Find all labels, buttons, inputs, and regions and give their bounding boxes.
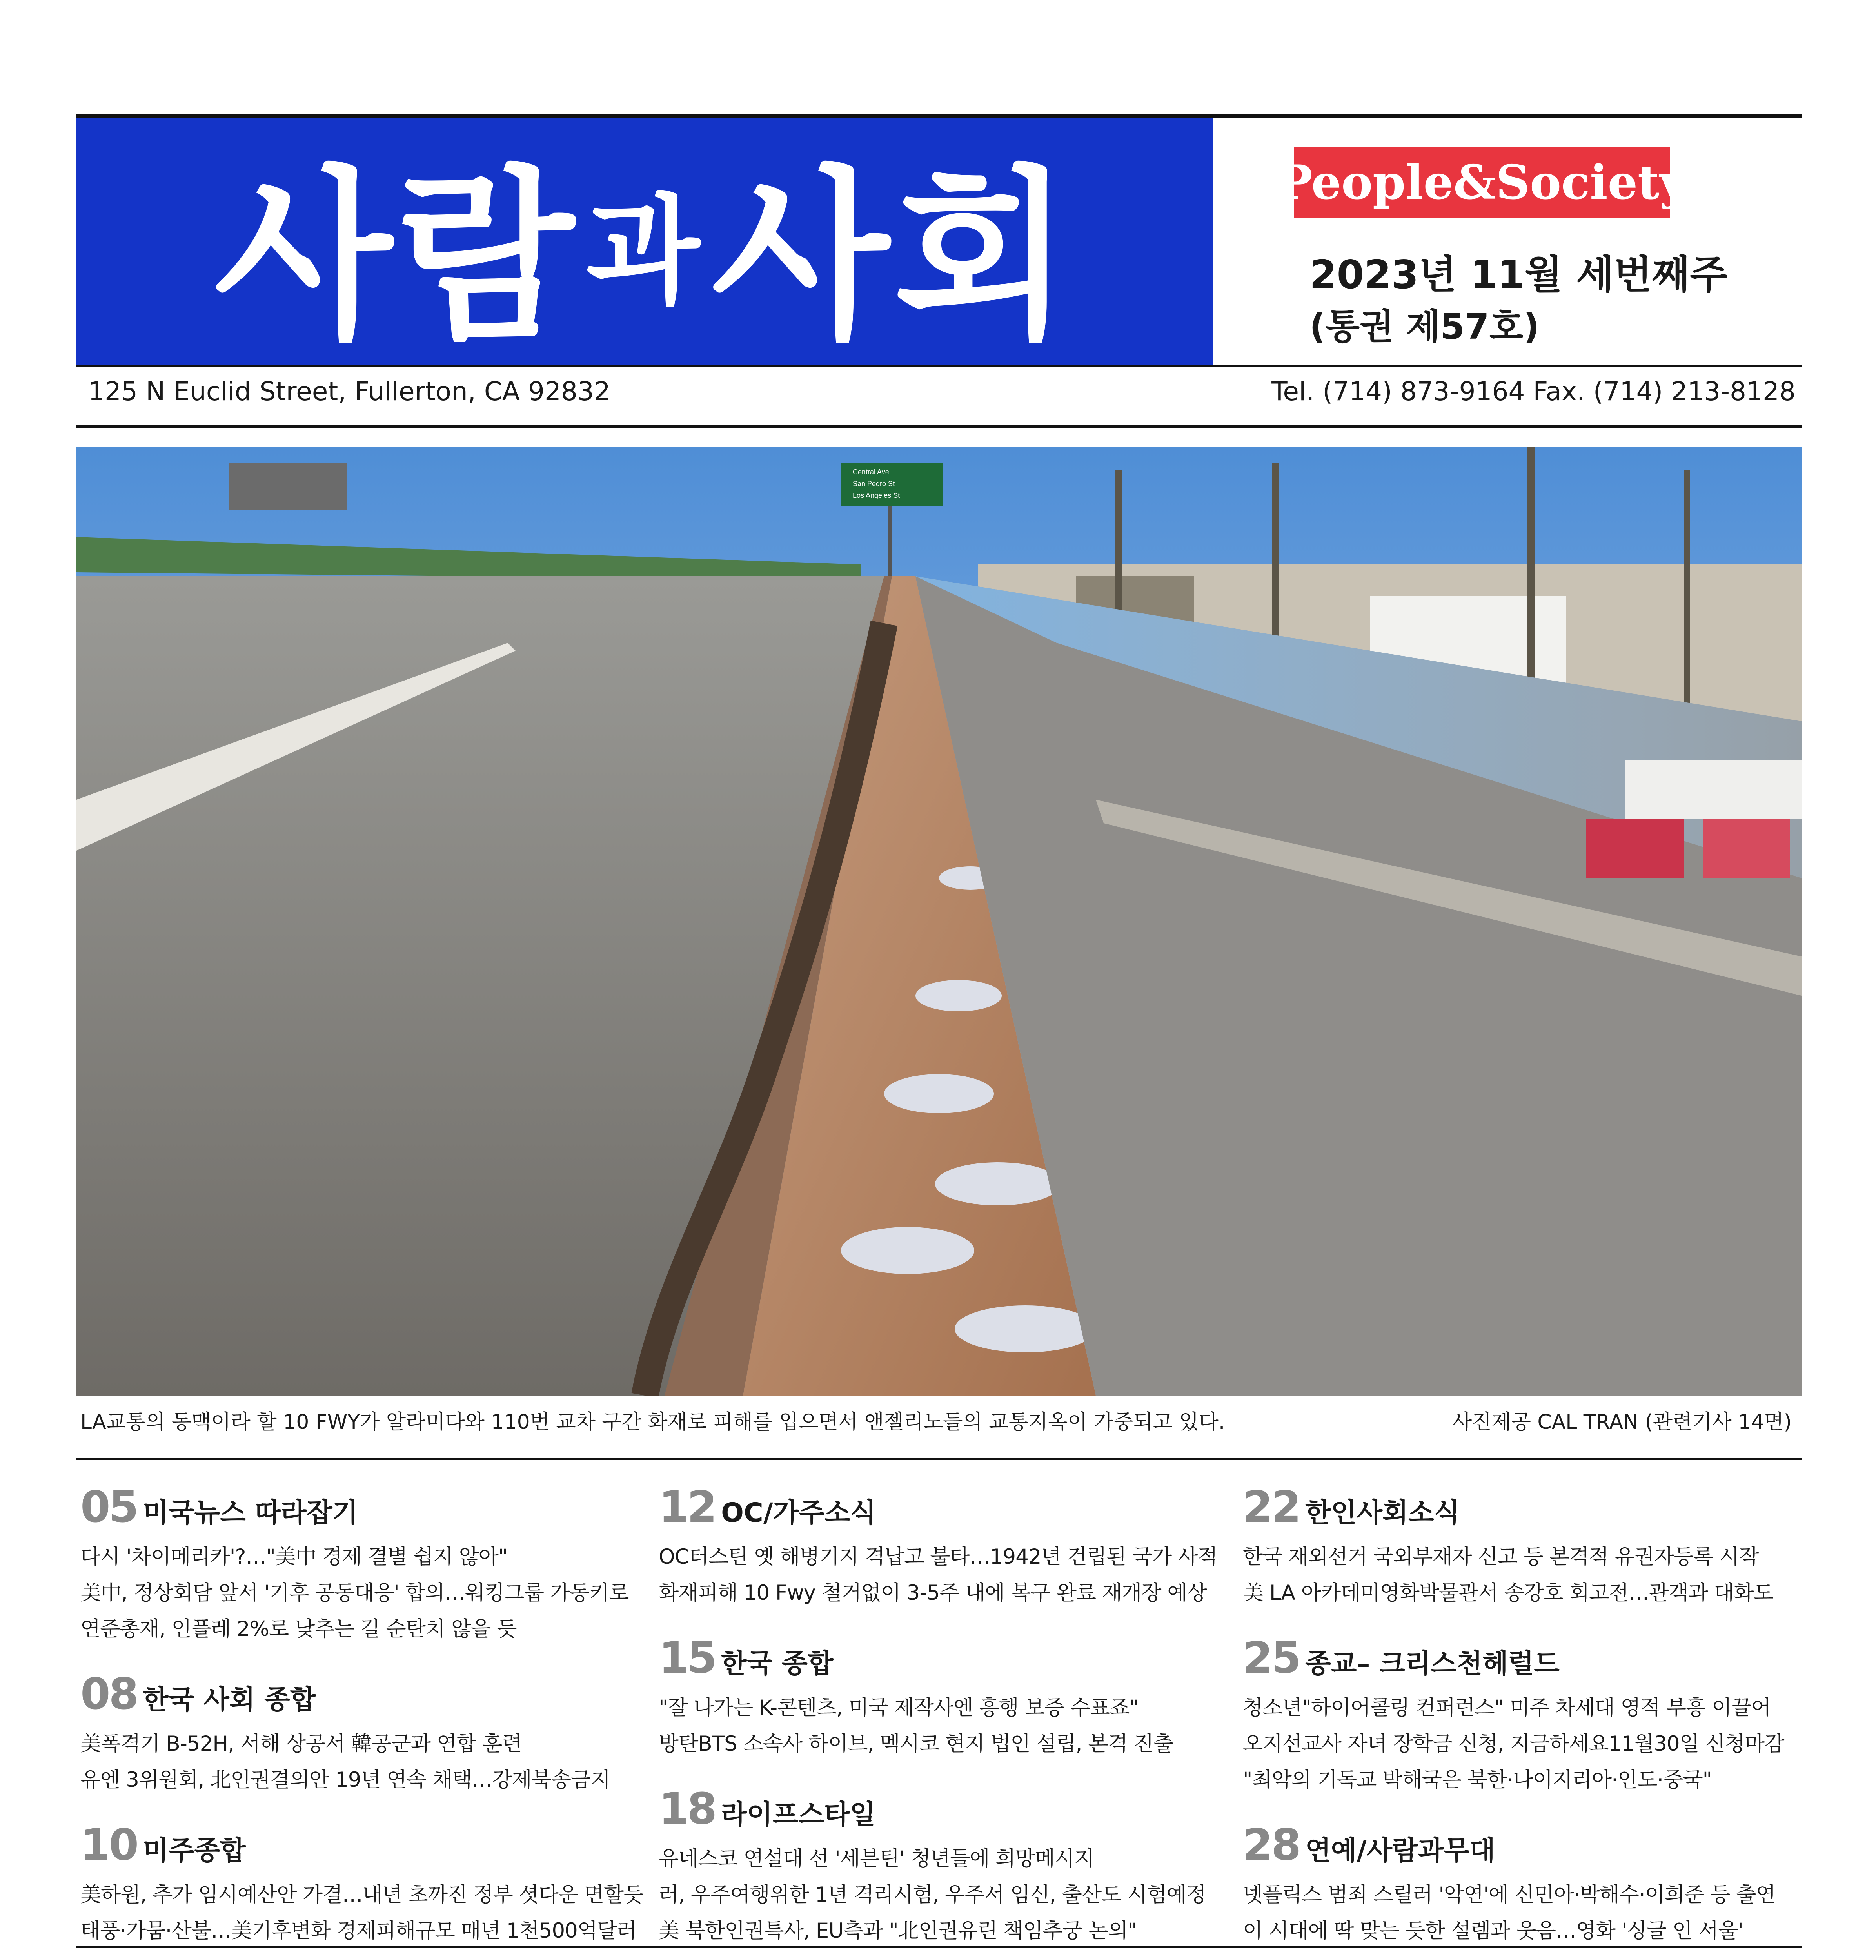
index-headline[interactable]: 연준총재, 인플레 2%로 낮추는 길 순탄치 않을 듯: [80, 1617, 517, 1641]
index-column-1: [80, 1482, 641, 1960]
index-section-title: 연예/사람과무대: [1305, 1835, 1495, 1866]
index-headline[interactable]: 러, 우주여행위한 1년 격리시험, 우주서 임신, 출산도 시험예정: [659, 1883, 1206, 1907]
index-headline[interactable]: 넷플릭스 범죄 스릴러 '악연'에 신민아·박해수·이희준 등 출연: [1243, 1883, 1776, 1907]
index-section-title: 미주종합: [143, 1835, 246, 1866]
publisher-address: 125 N Euclid Street, Fullerton, CA 92832: [88, 376, 610, 407]
index-headline[interactable]: 美 북한인권특사, EU측과 "北인권유린 책임추궁 논의": [659, 1919, 1137, 1943]
index-section[interactable]: [659, 1784, 1219, 1949]
index-section-header: [80, 1482, 641, 1532]
photo-credit: 사진제공 CAL TRAN (관련기사 14면): [1452, 1410, 1792, 1434]
index-page-number: 25: [1243, 1633, 1300, 1683]
index-headline[interactable]: 다시 '차이메리카'?…"美中 경제 결별 쉽지 않아": [80, 1545, 508, 1569]
index-headline[interactable]: 美中, 정상회담 앞서 '기후 공동대응' 합의…워킹그룹 가동키로: [80, 1581, 629, 1605]
index-section-header: [80, 1669, 641, 1719]
index-headline[interactable]: 유엔 3위원회, 北인권결의안 19년 연속 채택…강제북송금지: [80, 1768, 610, 1792]
index-column-2: [659, 1482, 1219, 1960]
index-page-number: 28: [1243, 1820, 1300, 1870]
index-section-header: [659, 1784, 1219, 1834]
index-headline[interactable]: 유네스코 연설대 선 '세븐틴' 청년들에 희망메시지: [659, 1847, 1094, 1871]
freeway-photo-illustration: [76, 447, 1802, 1396]
index-page-number: 08: [80, 1669, 138, 1719]
address-bottom-rule: [76, 425, 1802, 428]
index-headline[interactable]: "최악의 기독교 박해국은 북한·나이지리아·인도·중국": [1243, 1768, 1712, 1792]
sign-line-3: Los Angeles St: [853, 492, 900, 499]
index-page-number: 05: [80, 1482, 138, 1532]
title-part-connector: 과: [586, 183, 704, 320]
index-section-title: OC/가주소식: [721, 1497, 876, 1528]
index-section[interactable]: [80, 1669, 641, 1798]
sign-line-1: Central Ave: [853, 468, 889, 476]
index-section-title: 미국뉴스 따라잡기: [143, 1497, 358, 1528]
index-headline[interactable]: "잘 나가는 K-콘텐츠, 미국 제작사엔 흥행 보증 수표죠": [659, 1696, 1139, 1720]
index-section[interactable]: [1243, 1633, 1803, 1798]
index-headline[interactable]: 美 LA 아카데미영화박물관서 송강호 회고전…관객과 대화도: [1243, 1581, 1773, 1605]
index-section-header: [80, 1820, 641, 1870]
index-section[interactable]: [659, 1633, 1219, 1762]
index-section-title: 한국 사회 종합: [143, 1684, 316, 1715]
index-headline[interactable]: 한국 재외선거 국외부재자 신고 등 본격적 유권자등록 시작: [1243, 1545, 1759, 1569]
index-section-title: 한국 종합: [721, 1648, 834, 1679]
index-headline[interactable]: 태풍·가뭄·산불…美기후변화 경제피해규모 매년 1천500억달러: [80, 1919, 637, 1943]
index-section[interactable]: [80, 1820, 641, 1949]
title-part-2: 사회: [711, 149, 1075, 364]
sign-line-2: San Pedro St: [853, 480, 895, 488]
caption-bottom-rule: [76, 1458, 1802, 1460]
brand-logo: People&Society: [1294, 147, 1670, 218]
index-section[interactable]: [659, 1482, 1219, 1611]
index-section-header: [1243, 1482, 1803, 1532]
index-headline[interactable]: 오지선교사 자녀 장학금 신청, 지금하세요11월30일 신청마감: [1243, 1732, 1784, 1756]
index-section-header: [659, 1633, 1219, 1683]
index-section-title: 종교– 크리스천헤럴드: [1305, 1648, 1560, 1679]
index-section-header: [1243, 1820, 1803, 1870]
index-headline[interactable]: 美하원, 추가 임시예산안 가결…내년 초까진 정부 셧다운 면할듯: [80, 1883, 643, 1907]
index-page-number: 15: [659, 1633, 716, 1683]
index-page-number: 12: [659, 1482, 716, 1532]
index-headline[interactable]: 청소년"하이어콜링 컨퍼런스" 미주 차세대 영적 부흥 이끌어: [1243, 1696, 1771, 1720]
title-part-1: 사람: [214, 149, 579, 364]
index-headline[interactable]: 이 시대에 딱 맞는 듯한 설렘과 웃음…영화 '싱글 인 서울': [1243, 1919, 1743, 1943]
index-headline[interactable]: 美폭격기 B-52H, 서해 상공서 韓공군과 연합 훈련: [80, 1732, 522, 1756]
newspaper-title: [76, 118, 1213, 365]
index-headline[interactable]: 화재피해 10 Fwy 철거없이 3-5주 내에 복구 완료 재개장 예상: [659, 1581, 1207, 1605]
index-headline[interactable]: 방탄BTS 소속사 하이브, 멕시코 현지 법인 설립, 본격 진출: [659, 1732, 1173, 1756]
index-section[interactable]: [80, 1482, 641, 1647]
index-section-title: 한인사회소식: [1305, 1497, 1460, 1528]
index-section-header: [1243, 1633, 1803, 1683]
index-page-number: 18: [659, 1784, 716, 1834]
cover-photo: [76, 447, 1802, 1396]
publisher-contact: Tel. (714) 873-9164 Fax. (714) 213-8128: [1271, 376, 1796, 407]
index-section-header: [659, 1482, 1219, 1532]
issue-date: 2023년 11월 세번째주: [1309, 252, 1728, 298]
index-section-title: 라이프스타일: [721, 1799, 876, 1830]
index-headline[interactable]: OC터스틴 옛 해병기지 격납고 불타…1942년 건립된 국가 사적: [659, 1545, 1217, 1569]
index-section[interactable]: [1243, 1820, 1803, 1949]
index-page-number: 10: [80, 1820, 138, 1870]
issue-number: (통권 제57호): [1309, 306, 1540, 347]
photo-caption: LA교통의 동맥이라 할 10 FWY가 알라미다와 110번 교차 구간 화재로 피해를 입으면서 앤젤리노들의 교통지옥이 가중되고 있다.: [80, 1410, 1225, 1434]
index-column-3: [1243, 1482, 1803, 1960]
index-page-number: 22: [1243, 1482, 1300, 1532]
index-section[interactable]: [1243, 1482, 1803, 1611]
